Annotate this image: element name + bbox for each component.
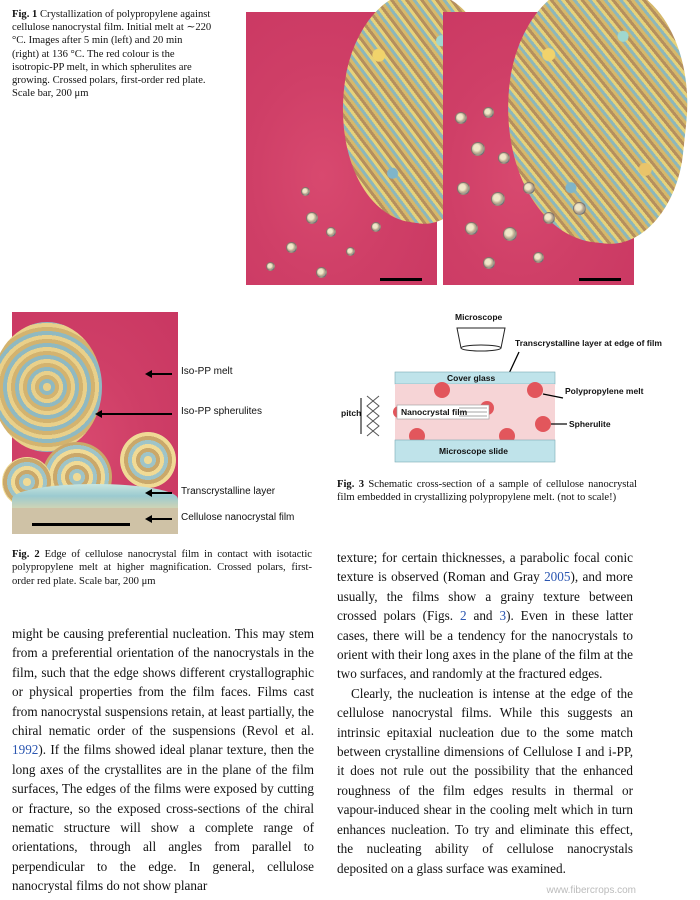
- scale-bar: [579, 278, 621, 281]
- spherulite-cluster: [0, 322, 102, 452]
- figure-link[interactable]: 2: [459, 608, 467, 624]
- spherulite-dot: [471, 142, 485, 156]
- figure-3-caption: [337, 478, 637, 505]
- label-iso-pp-melt: Iso-PP melt: [181, 366, 233, 377]
- spherulite-dot: [434, 382, 450, 398]
- left-column-text: [12, 624, 314, 896]
- figure-link[interactable]: 3: [499, 608, 507, 624]
- spherulite-dot: [573, 202, 586, 215]
- figure-3-caption-text: Schematic cross-section of a sample of cellulose nanocrystal film embedded in crystallizing polypropylene melt. (not to scale!): [337, 479, 637, 504]
- spherulite-dot: [326, 227, 336, 237]
- arrow-line: [150, 518, 172, 520]
- label-nanocrystal-film: Nanocrystal film: [401, 407, 468, 417]
- spherulite-dot: [306, 212, 318, 224]
- figure-1-caption-label: Fig. 1: [12, 9, 38, 20]
- label-transcrystalline: Transcrystalline layer at edge of film: [515, 338, 662, 348]
- label-cover-glass: Cover glass: [447, 373, 496, 383]
- label-transcrystalline-layer: Transcrystalline layer: [181, 486, 276, 497]
- paragraph: Clearly, the nucleation is intense at the edge of the cellulose nanocrystal films. While this suggests an intrinsic epitaxial nucleation due to the some match between crystalline dimensions of Cellulose I and i-PP, it does not rule out the possibility that the enhanced roughness of the film edges results in thermal or vapour-induced shear in the cooling melt which in turn enhances nucleation. To try and eliminate this effect, the nucleating ability of cellulose nanocrystals deposited on a glass surface was examined.: [337, 685, 633, 876]
- spherulite-dot: [316, 267, 327, 278]
- spherulite-dot: [533, 252, 544, 263]
- label-spherulite: Spherulite: [569, 419, 611, 429]
- label-iso-pp-spherulites: Iso-PP spherulites: [181, 406, 262, 417]
- arrow-line: [100, 413, 172, 415]
- watermark: www.fibercrops.com: [546, 885, 636, 896]
- label-pitch: pitch: [341, 408, 362, 418]
- paragraph: texture; for certain thicknesses, a parabolic focal conic texture is observed (Roman and Gray 2005), and more usually, the films show a grainy texture between crossed polars (Figs. 2 and 3). Even in these latter cases, there will be a tendency for the nanocrystals to orient with their long axes in the plane of the film at the two surfaces, and randomly at the fractured edges.: [337, 550, 634, 682]
- spherulite-dot: [527, 382, 543, 398]
- spherulite-dot: [371, 222, 381, 232]
- label-microscope-slide: Microscope slide: [439, 446, 508, 456]
- spherulite-front: [494, 0, 700, 251]
- figure-2-caption-label: Fig. 2: [12, 549, 40, 560]
- figure-2-caption-text: Edge of cellulose nanocrystal film in contact with isotactic polypropylene melt at higher magnification. Crossed polars, first-order red plate. Scale bar, 200 μm: [12, 549, 312, 587]
- spherulite-dot: [455, 112, 467, 124]
- scale-bar: [380, 278, 422, 281]
- paragraph: might be causing preferential nucleation. This may stem from a preferential orientation of the nanocrystals in the film, such that the edge shows different crystallographic or physical properties from the film faces. Films cast from nanocrystal suspensions retain, at least partially, the chiral nematic order of the suspensions (Revol et al. 1992). If the films showed ideal planar texture, then the long axes of the crystallites are in the plane of the film surfaces, The edges of the films were exposed by cutting or fracture, so the exposed cross-sections of the chiral nematic structure will show a complete range of orientations, through all angles from parallel to perpendicular to the edge. In general, cellulose nanocrystal films do not show planar: [12, 626, 315, 894]
- figure-2-micrograph: [12, 312, 178, 534]
- spherulite-dot: [498, 152, 510, 164]
- spherulite-dot: [503, 227, 517, 241]
- right-column-text: [337, 548, 633, 878]
- figure-3-caption-label: Fig. 3: [337, 479, 364, 490]
- spherulite-dot: [457, 182, 470, 195]
- spherulite-dot: [523, 182, 535, 194]
- spherulite-dot: [543, 212, 555, 224]
- spherulite-dot: [535, 416, 551, 432]
- label-cellulose-film: Cellulose nanocrystal film: [181, 512, 295, 523]
- pitch-helix-icon: [367, 396, 379, 436]
- spherulite-dot: [286, 242, 297, 253]
- spherulite-dot: [266, 262, 275, 271]
- cellulose-film: [12, 508, 178, 534]
- figure-1-caption: [12, 8, 212, 100]
- citation-link[interactable]: 2005: [544, 569, 571, 585]
- figure-3-schematic: [337, 308, 662, 470]
- microscope-lens: [461, 345, 501, 351]
- spherulite-dot: [491, 192, 505, 206]
- scale-bar: [32, 523, 130, 526]
- label-microscope: Microscope: [455, 312, 503, 322]
- spherulite-dot: [465, 222, 478, 235]
- arrow-line: [150, 373, 172, 375]
- citation-link[interactable]: 1992: [12, 742, 39, 758]
- label-polypropylene-melt: Polypropylene melt: [565, 386, 644, 396]
- spherulite-dot: [483, 257, 495, 269]
- pitch-helix-icon: [367, 396, 379, 436]
- figure-1-right-micrograph: [443, 12, 634, 285]
- figure-1-caption-text: Crystallization of polypropylene against cellulose nanocrystal film. Initial melt at ∼220 °C. Images after 5 min (left) and 20 min (right) at 136 °C. The red colour is the isotropic-PP melt, in which spherulites are growing. Crossed polars, first-order red plate. Scale bar, 200 μm: [12, 9, 212, 100]
- figure-1-left-micrograph: [246, 12, 437, 285]
- spherulite-dot: [301, 187, 310, 196]
- spherulite-dot: [346, 247, 355, 256]
- spherulite-ball: [120, 432, 176, 488]
- figure-2-caption: [12, 548, 312, 588]
- arrow-line: [150, 492, 172, 494]
- spherulite-dot: [483, 107, 494, 118]
